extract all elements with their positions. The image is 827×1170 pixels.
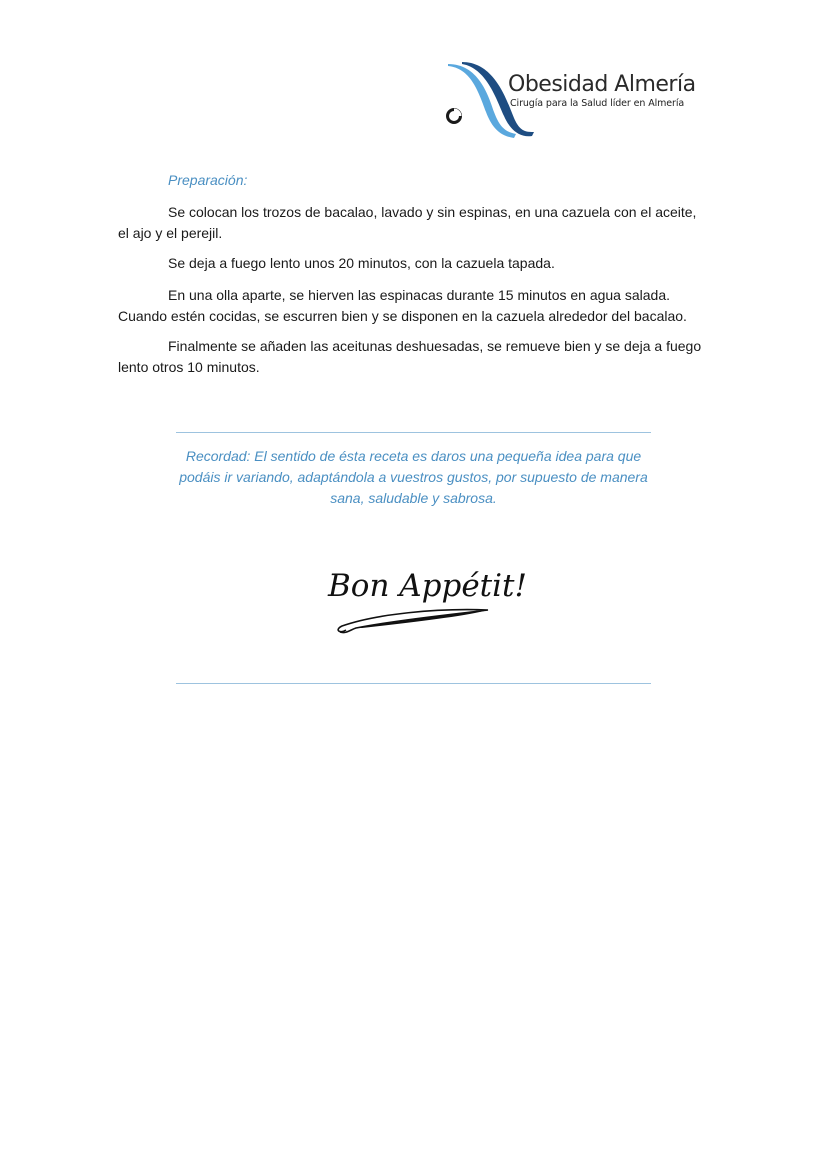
bon-appetit-signoff [316,566,527,636]
logo-subtitle: Cirugía para la Salud líder en Almería [510,98,685,109]
brand-logo [444,58,700,154]
preparation-step-2: Se deja a fuego lento unos 20 minutos, con la cazuela tapada. [168,255,555,271]
divider-bottom [176,683,651,684]
preparation-step-3: En una olla aparte, se hierven las espinacas durante 15 minutos en agua salada. Cuando estén cocidas, se escurren bien y se disponen en la cazuela alrededor del bacalao. [118,287,687,324]
logo-title: Obesidad Almería [508,72,696,97]
signoff-text: Bon Appétit! [328,568,527,604]
preparation-step-1: Se colocan los trozos de bacalao, lavado y sin espinas, en una cazuela con el aceite, el ajo y el perejil. [118,204,697,241]
preparation-heading: Preparación: [168,172,248,188]
reminder-note: Recordad: El sentido de ésta receta es daros una pequeña idea para que podáis ir variando, adaptándola a vuestros gustos, por supuesto de manera sana, saludable y sabrosa. [179,448,648,506]
divider-top [176,432,651,433]
preparation-step-4: Finalmente se añaden las aceitunas deshuesadas, se remueve bien y se deja a fuego lento otros 10 minutos. [118,338,702,375]
